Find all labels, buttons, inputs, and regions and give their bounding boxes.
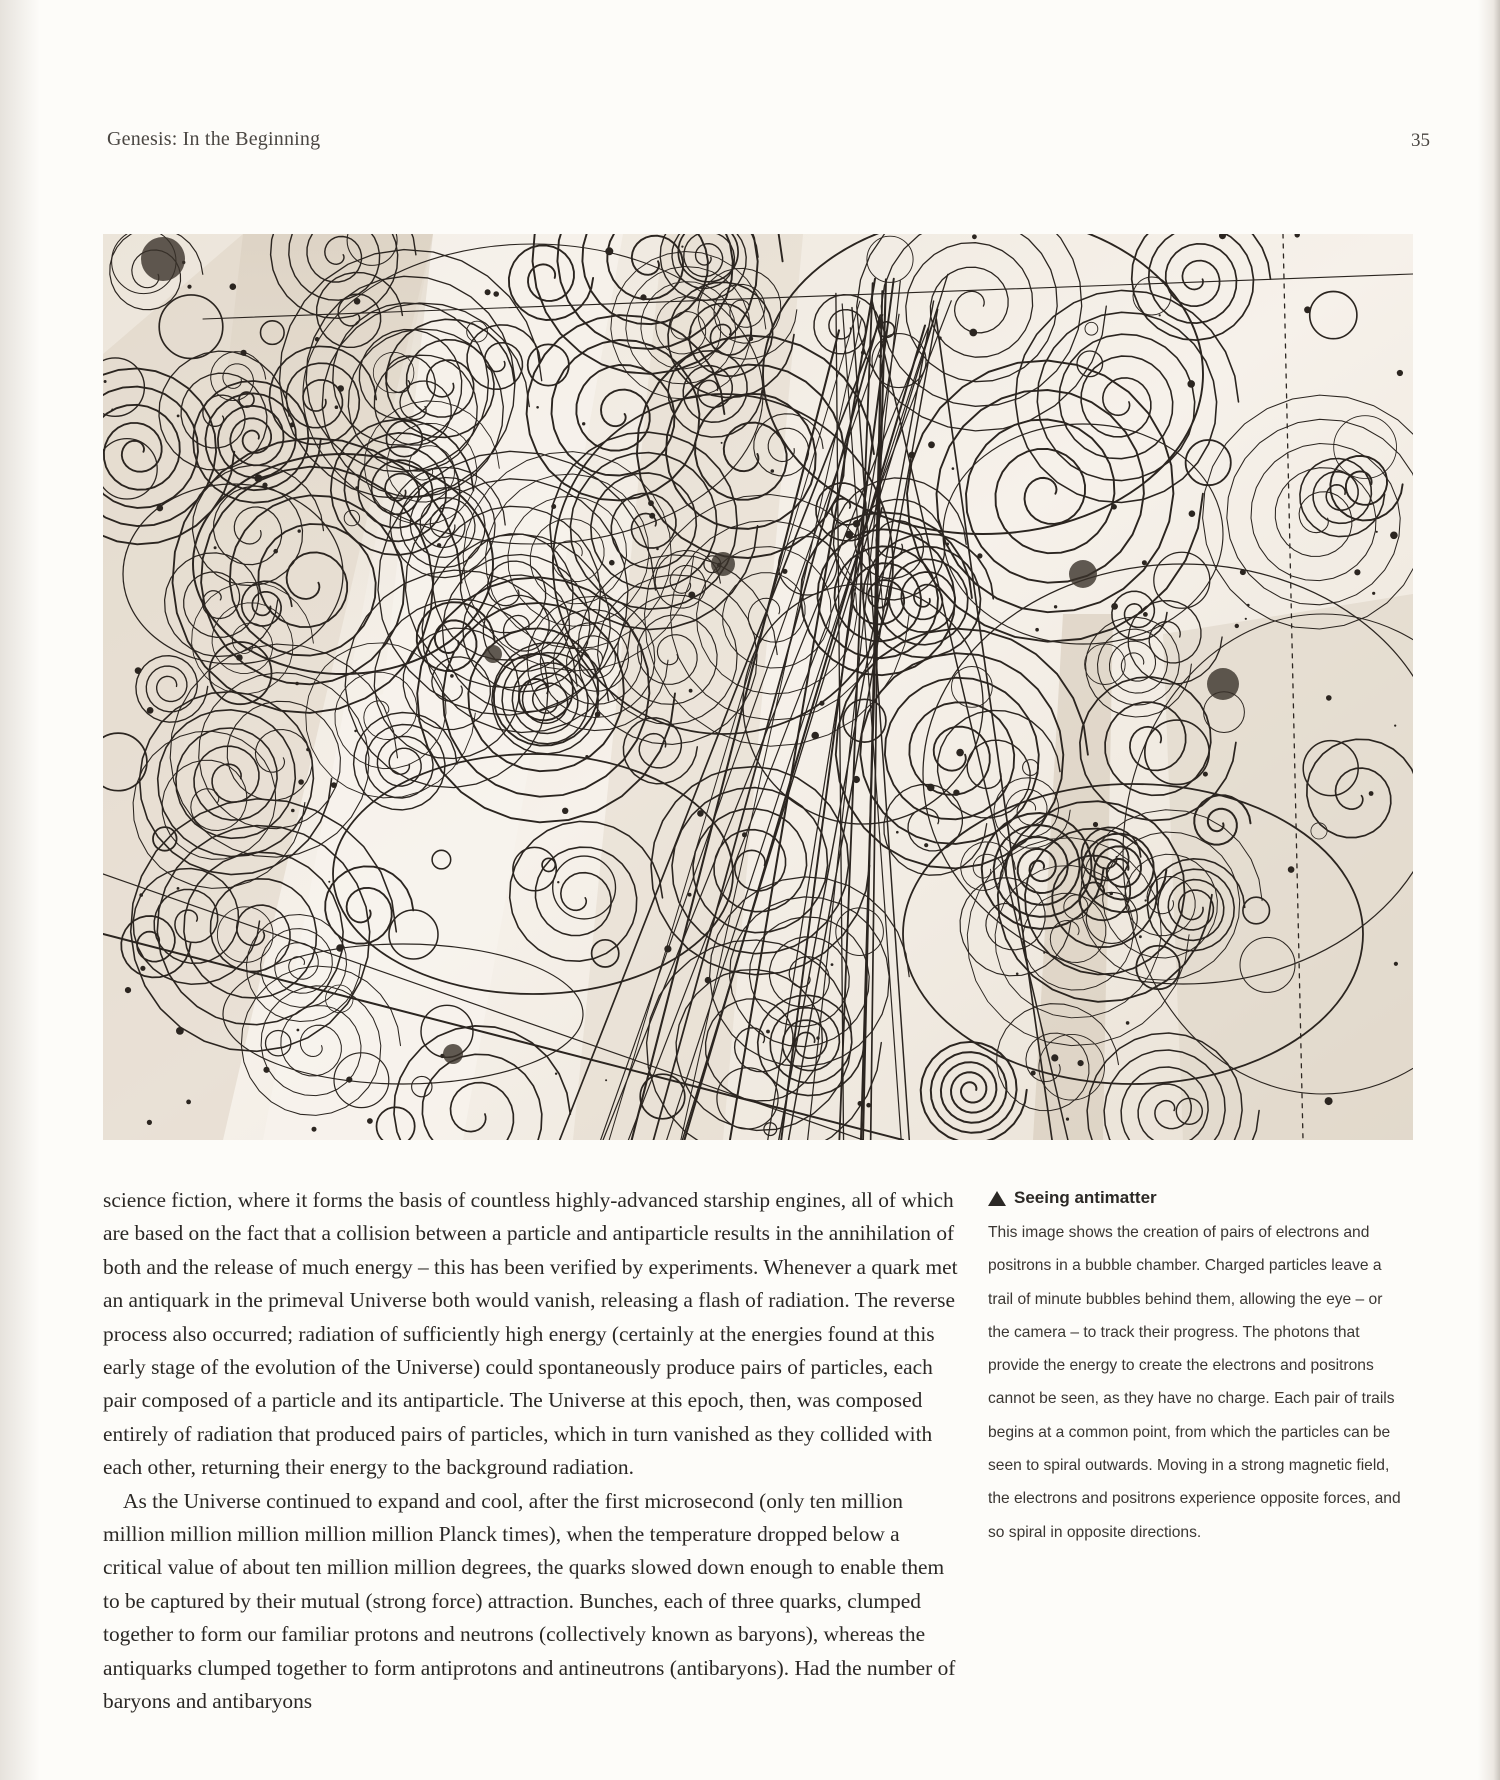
caption-heading — [988, 1188, 1408, 1208]
body-text — [103, 1184, 963, 1719]
triangle-up-icon — [988, 1191, 1006, 1206]
body-paragraph-1: science fiction, where it forms the basis of countless highly-advanced starship engines, all of which are based on the fact that a collision between a particle and antiparticle results in the annihilation of both and the release of much energy – this has been verified by experiments. Whenever a quark met an antiquark in the primeval Universe both would vanish, releasing a flash of radiation. The reverse process also occurred; radiation of sufficiently high energy (certainly at the energies found at this early stage of the evolution of the Universe) could spontaneously produce pairs of particles, each pair composed of a particle and its antiparticle. The Universe at this epoch, then, was composed entirely of radiation that produced pairs of particles, which in turn vanished as they collided with each other, returning their energy to the background radiation. — [103, 1188, 958, 1480]
figure-caption — [988, 1188, 1408, 1549]
caption-text: This image shows the creation of pairs of electrons and positrons in a bubble chamber. Charged particles leave a trail of minute bubbles behind them, allowing the eye – or the camera – to track their progress. The photons that provide the energy to create the electrons and positrons cannot be seen, as they have no charge. Each pair of trails begins at a common point, from which the particles can be seen to spiral outwards. Moving in a strong magnetic field, the electrons and positrons experience opposite forces, and so spiral in opposite directions. — [988, 1224, 1401, 1541]
page-edge — [1478, 0, 1500, 1780]
bubble-chamber-photo — [103, 234, 1413, 1140]
page-gutter-shadow — [0, 0, 40, 1780]
page-number: 35 — [1411, 130, 1430, 151]
bubble-chamber-tracks — [103, 234, 1413, 1140]
running-head: Genesis: In the Beginning — [107, 128, 321, 150]
caption-title: Seeing antimatter — [1014, 1188, 1157, 1207]
body-paragraph-2: As the Universe continued to expand and cool, after the first microsecond (only ten million million million million million million Planck times), when the temperature dropped below a critical value of about ten million million degrees, the quarks slowed down enough to enable them to be captured by their mutual (strong force) attraction. Bunches, each of three quarks, clumped together to form our familiar protons and neutrons (collectively known as baryons), whereas the antiquarks clumped together to form antiprotons and antineutrons (antibaryons). Had the number of baryons and antibaryons — [103, 1488, 956, 1714]
